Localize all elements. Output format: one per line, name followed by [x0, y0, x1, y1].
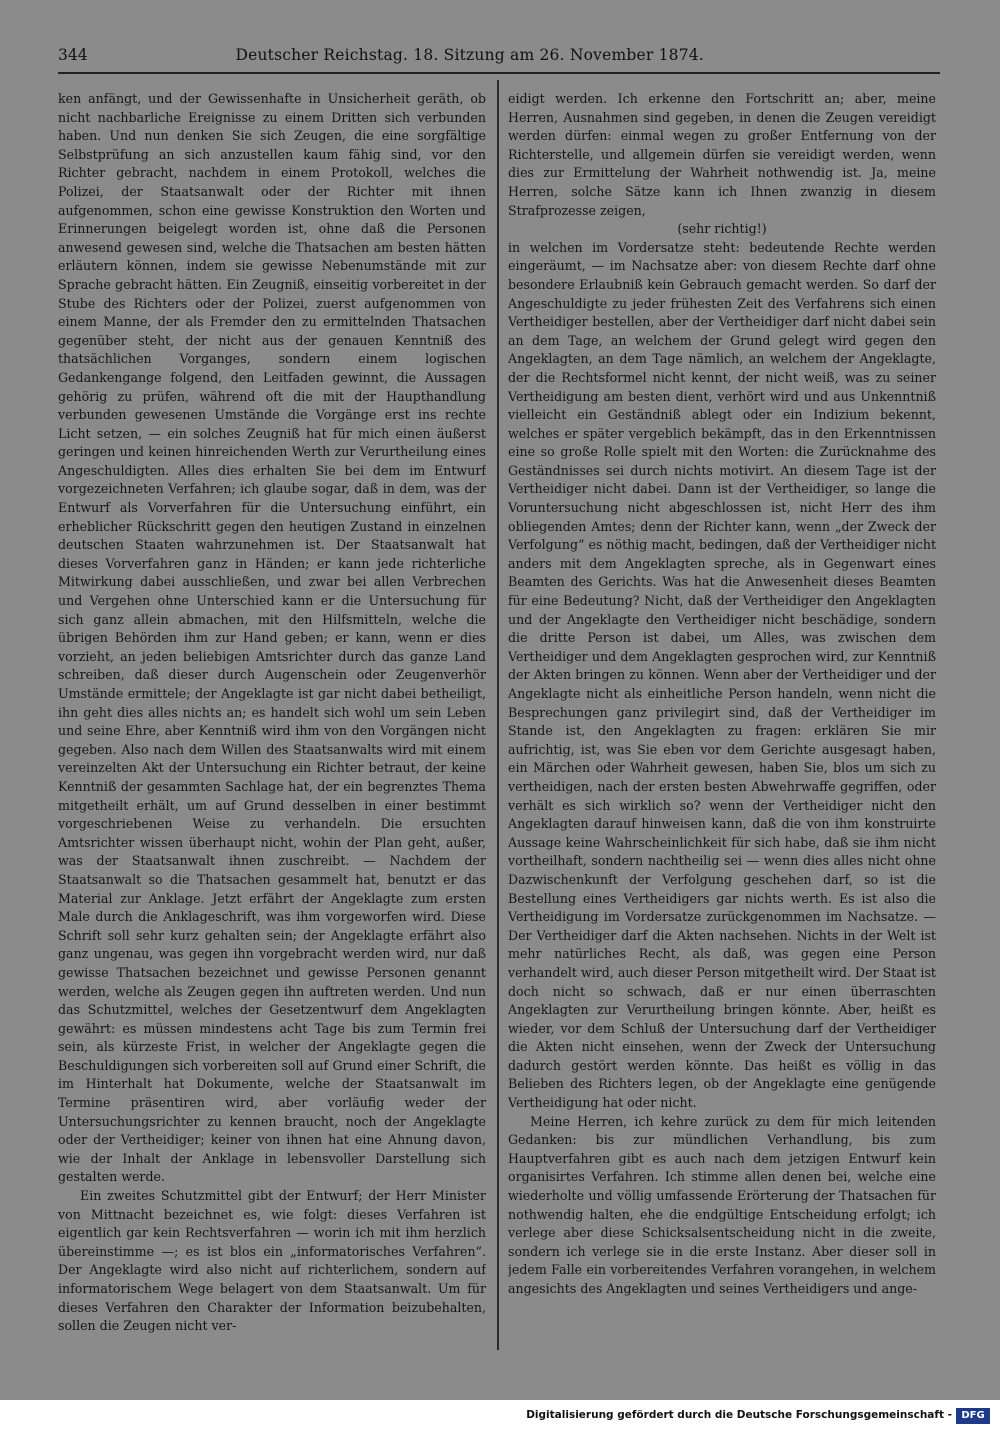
running-title: Deutscher Reichstag. 18. Sitzung am 26. November 1874.: [235, 46, 704, 64]
page-number: 344: [58, 46, 88, 64]
interjection: (sehr richtig!): [677, 221, 767, 237]
header-rule: [58, 72, 940, 74]
right-paragraph-2: in welchen im Vordersatze steht: bedeutende Rechte werden eingeräumt, — im Nachsatze aber: von diesem Rechte darf ohne besondere Erlaubniß kein Gebrauch gemacht werden. So darf der Angeschuldigte zu jeder frühesten Zeit des Verfahrens sich einen Vertheidiger bestellen, aber der Vertheidiger darf nicht dabei sein an dem Tage, an welchem der Grund gelegt wird gegen den Angeklagten, an dem Tage nämlich, an welchem der Angeklagte, der die Rechtsformel nicht kennt, der nicht weiß, was zu seiner Vertheidigung am besten dient, verhört wird und aus Unkenntniß vielleicht ein Geständniß ablegt oder ein Indizium bekennt, welches er später vergeblich bekämpft, das in den Erkenntnissen eine so große Rolle spielt mit den Worten: die Zurücknahme des Geständnisses sei durch nichts motivirt. An diesem Tage ist der Vertheidiger nicht dabei. Dann ist der Vertheidiger, so lange die Voruntersuchung nicht abgeschlossen ist, nicht Herr des ihm obliegenden Amtes; denn der Richter kann, wenn „der Zweck der Verfolgung“ es nöthig macht, bedingen, daß der Vertheidiger nicht anders mit dem Angeklagten spreche, als in Gegenwart eines Beamten des Gerichts. Was hat die Anwesenheit dieses Beamten für eine Bedeutung? Nicht, daß der Vertheidiger den Angeklagten und der Angeklagte den Vertheidiger nicht beschädige, sondern die dritte Person ist dabei, um Alles, was zwischen dem Vertheidiger und dem Angeklagten gesprochen wird, zur Kenntniß der Akten bringen zu können. Wenn aber der Vertheidiger und der Angeklagte nicht als einheitliche Person handeln, wenn nicht die Besprechungen ganz privilegirt sind, daß der Vertheidiger im Stande ist, den Angeklagten zu fragen: erklären Sie mir aufrichtig, ist, was Sie eben vor dem Gerichte ausgesagt haben, ein Märchen oder Wahrheit gewesen, haben Sie, blos um sich zu vertheidigen, nach der ersten besten Abwehrwaffe gegriffen, oder verhält es sich wirklich so? wenn der Vertheidiger nicht den Angeklagten darauf hinweisen kann, daß die von ihm konstruirte Aussage keine Wahrscheinlichkeit für sich habe, daß sie ihm nicht vortheilhaft, sondern nachtheilig sei — wenn dies alles nicht ohne Dazwischenkunft der Verfolgung geschehen darf, so ist die Bestellung eines Vertheidigers gar nichts werth. Es ist also die Vertheidigung im Vordersatze zurückgenommen im Nachsatze. — Der Vertheidiger darf die Akten nachsehen. Nichts in der Welt ist mehr natürliches Recht, als daß, was gegen eine Person verhandelt wird, auch dieser Person mitgetheilt wird. Der Staat ist doch nicht so schwach, daß er nur einen überraschten Angeklagten zur Verurtheilung bringen könnte. Aber, heißt es wieder, vor dem Schluß der Untersuchung darf der Vertheidiger die Akten nicht einsehen, wenn der Zweck der Untersuchung dadurch gestört werden könnte. Das heißt es völlig in das Belieben des Richters legen, ob der Angeklagte eine genügende Vertheidigung hat oder nicht.: [508, 239, 936, 1111]
dfg-logo[interactable]: DFG: [956, 1408, 990, 1424]
digitization-credit: Digitalisierung gefördert durch die Deutsche Forschungsgemeinschaft -: [526, 1409, 952, 1421]
page-header: [58, 46, 704, 70]
right-paragraph-1: eidigt werden. Ich erkenne den Fortschritt an; aber, meine Herren, Ausnahmen sind gegeben, in denen die Zeugen vereidigt werden dürfen: einmal wegen zu großer Entfernung von der Richterstelle, und allgemein dürfen sie vereidigt werden, wenn dies zur Ermittelung der Wahrheit nothwendig ist. Ja, meine Herren, solche Sätze kann ich Ihnen zwanzig in diesem Strafprozesse zeigen,: [508, 91, 936, 218]
left-paragraph-2: Ein zweites Schutzmittel gibt der Entwurf; der Herr Minister von Mittnacht bezeichnet es, wie folgt: dieses Verfahren ist eigentlich gar kein Rechtsverfahren — worin ich mit ihm herzlich übereinstimme —; es ist blos ein „informatorisches Verfahren“. Der Angeklagte wird also nicht auf richterlichem, sondern auf informatorischem Wege belagert von dem Staatsanwalt. Um für dieses Verfahren den Charakter der Information beizubehalten, sollen die Zeugen nicht ver-: [58, 1188, 486, 1334]
column-divider: [497, 80, 499, 1350]
footer-bar: [0, 1400, 1000, 1432]
right-column: [508, 90, 936, 1342]
left-paragraph-1: ken anfängt, und der Gewissenhafte in Unsicherheit geräth, ob nicht nachbarliche Ereignisse zu einem Dritten sich verbunden haben. Und nun denken Sie sich Zeugen, die eine sorgfältige Selbstprüfung an sich anzustellen kaum fähig sind, vor den Richter gebracht, nachdem in einem Protokoll, welches die Polizei, der Staatsanwalt oder der Richter mit ihnen aufgenommen, schon eine gewisse Konstruktion den Worten und Erinnerungen beigelegt worden ist, ohne daß die Personen anwesend gewesen sind, welche die Thatsachen am besten hätten erläutern können, indem sie gewisse Nebenumstände mit zur Sprache gebracht hätten. Ein Zeugniß, einseitig vorbereitet in der Stube des Richters oder der Polizei, zuerst aufgenommen von einem Manne, der als Fremder den zu ermittelnden Thatsachen gegenüber steht, der nicht aus der genauen Kenntniß des thatsächlichen Vorganges, sondern einem logischen Gedankengange folgend, den Leitfaden gewinnt, die Aussagen gehörig zu prüfen, während oft die mit der Haupthandlung verbunden gewesenen Umstände die Vorgänge erst ins rechte Licht setzen, — ein solches Zeugniß hat für mich einen äußerst geringen und keinen hinreichenden Werth zur Verurtheilung eines Angeschuldigten. Alles dies erhalten Sie bei dem im Entwurf vorgezeichneten Verfahren; ich glaube sogar, daß in dem, was der Entwurf als Vorverfahren für die Untersuchung einführt, ein erheblicher Rückschritt gegen den heutigen Zustand in einzelnen deutschen Staaten wahrzunehmen ist. Der Staatsanwalt hat dieses Vorverfahren ganz in Händen; er kann jede richterliche Mitwirkung dabei ausschließen, und zwar bei allen Verbrechen und Vergehen ohne Unterschied kann er die Untersuchung für sich ganz allein abmachen, mit den Hilfsmitteln, welche die übrigen Behörden ihm zur Hand geben; er kann, wenn er dies vorzieht, an jeden beliebigen Amtsrichter durch das ganze Land schreiben, daß dieser durch Augenschein oder Zeugenverhör Umstände ermittele; der Angeklagte ist gar nicht dabei betheiligt, ihn geht dies alles nichts an; es handelt sich wohl um sein Leben und seine Ehre, aber Kenntniß wird ihm von den Vorgängen nicht gegeben. Also nach dem Willen des Staatsanwalts wird mit einem vereinzelten Akt der Untersuchung ein Richter betraut, der keine Kenntniß der gesammten Sachlage hat, der ein begrenztes Thema mitgetheilt erhält, um auf Grund desselben in einer bestimmt vorgeschriebenen Weise zu verhandeln. Die ersuchten Amtsrichter wissen überhaupt nicht, wohin der Plan geht, außer, was der Staatsanwalt ihnen zuschreibt. — Nachdem der Staatsanwalt so die Thatsachen gesammelt hat, benutzt er das Material zur Anklage. Jetzt erfährt der Angeklagte zum ersten Male durch die Anklageschrift, was ihm vorgeworfen wird. Diese Schrift soll sehr kurz gehalten sein; der Angeklagte erfährt also ganz ungenau, was gegen ihn vorgebracht werden wird, nur daß gewisse Thatsachen bezeichnet und gewisse Personen genannt werden, welche als Zeugen gegen ihn auftreten werden. Und nun das Schutzmittel, welches der Gesetzentwurf dem Angeklagten gewährt: es müssen mindestens acht Tage bis zum Termin frei sein, als kürzeste Frist, in welcher der Angeklagte gegen die Beschuldigungen sich vorbereiten soll auf Grund einer Schrift, die im Hinterhalt hat Dokumente, welche der Staatsanwalt im Termine präsentiren wird, aber vorläufig weder der Untersuchungsrichter zu kennen braucht, noch der Angeklagte oder der Vertheidiger; keiner von ihnen hat eine Ahnung davon, wie der Inhalt der Anklage in lebensvoller Darstellung sich gestalten werde.: [58, 91, 486, 1185]
left-column: [58, 90, 486, 1342]
right-paragraph-3: Meine Herren, ich kehre zurück zu dem für mich leitenden Gedanken: bis zur mündlichen Verhandlung, bis zum Hauptverfahren gibt es auch nach dem jetzigen Entwurf kein organisirtes Verfahren. Ich stimme allen denen bei, welche eine wiederholte und völlig umfassende Erörterung der Thatsachen für nothwendig halten, ehe die endgültige Entscheidung erfolgt; ich verlege aber diese Schicksalsentscheidung nicht in die zweite, sondern ich verlege sie in die erste Instanz. Aber dieser soll in jedem Falle ein vorbereitendes Verfahren vorangehen, in welchem angesichts des Angeklagten und seines Vertheidigers und ange-: [508, 1113, 936, 1296]
